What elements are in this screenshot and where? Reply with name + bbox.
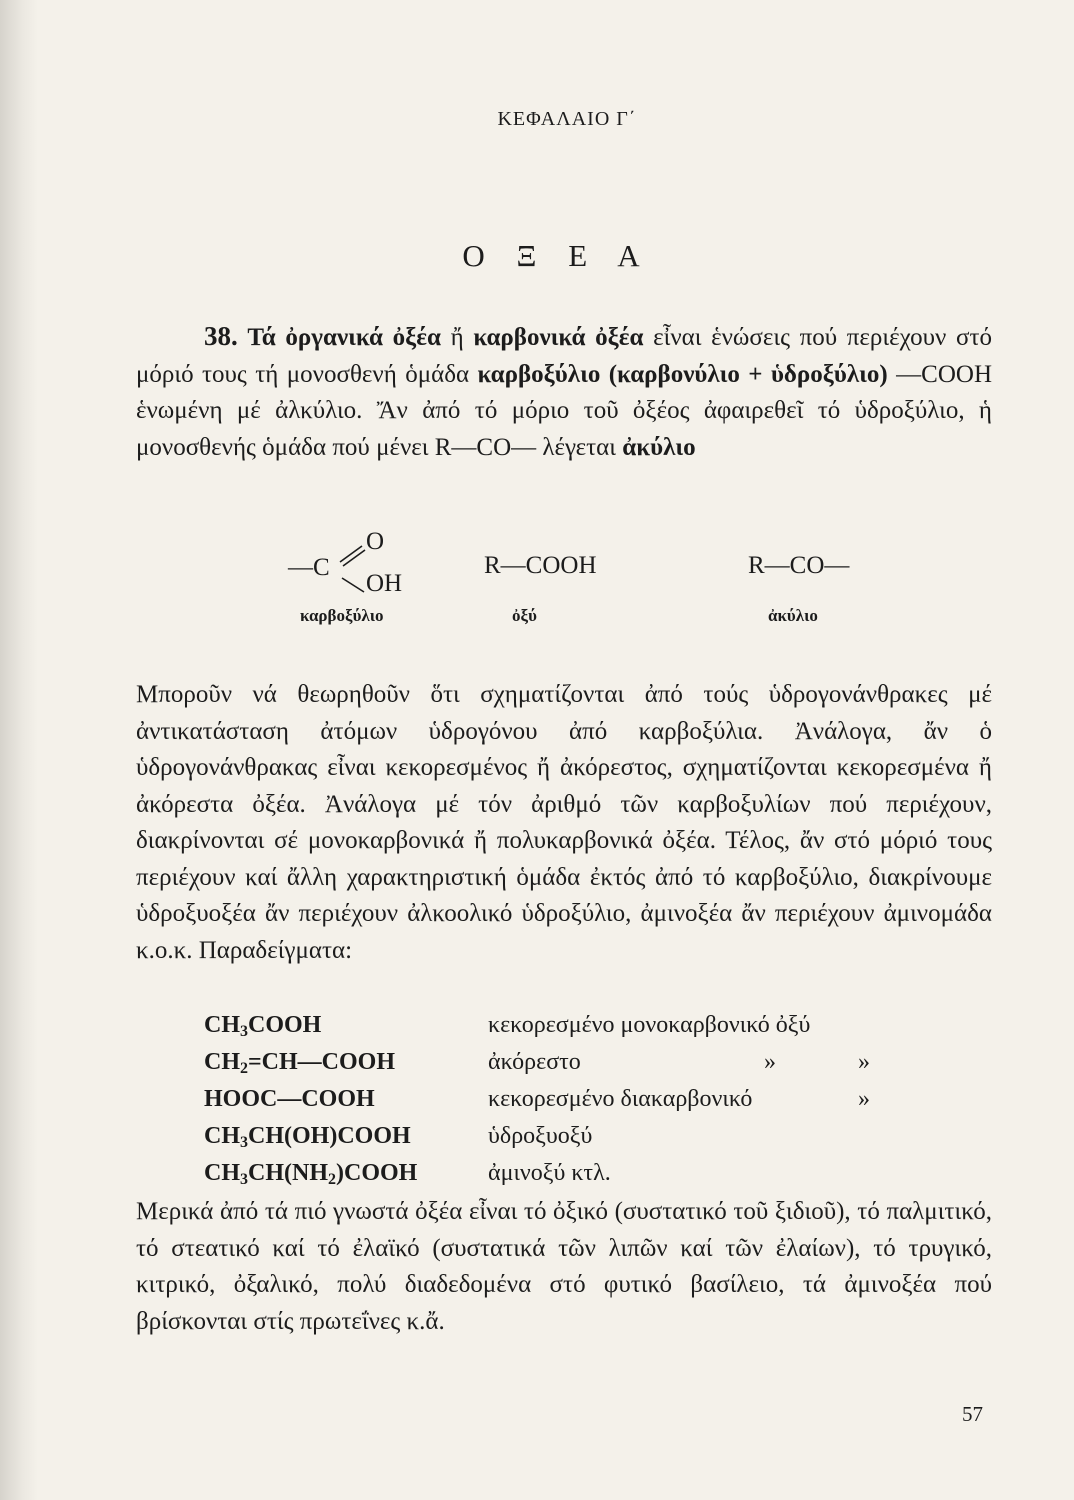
- example-description: κεκορεσμένο διακαρβονικό »: [488, 1086, 870, 1112]
- carboxyl-carbon: —C: [288, 554, 330, 581]
- example-row: [204, 1081, 928, 1118]
- example-row: [204, 1118, 928, 1155]
- page-title: Ο Ξ Ε Α: [462, 238, 652, 273]
- book-spine-shadow: [0, 0, 38, 1500]
- acyl-formula: R—CO—: [748, 552, 850, 579]
- text-fragment: ἤ: [440, 324, 474, 351]
- structural-formulas: [0, 520, 1074, 630]
- intro-paragraph: [136, 318, 992, 466]
- closing-paragraph: Μερικά ἀπό τά πιό γνωστά ὀξέα εἶναι τό ὀξικό (συστατικό τοῦ ξιδιοῦ), τό παλμιτικό, τό στεατικό καί τό ἐλαϊκό (συστατικά τῶν λιπῶν καί τῶν ἐλαίων), τό τρυγικό, κιτρικό, ὀξαλικό, πολύ διαδεδομένα στό φυτικό βασίλειο, τά ἀμινοξέα πού βρίσκονται στίς πρωτεΐνες κ.ἄ.: [136, 1198, 992, 1335]
- acid-label: ὀξύ: [512, 606, 537, 625]
- text-fragment: εἶναι ἑνώσεις πού περιέχουν στό μόριό τους τή μονοσθενή ὁμάδα: [136, 324, 993, 388]
- example-formula: $CH_2=CH—COOH$: [204, 1049, 396, 1077]
- ditto-mark: »: [858, 1086, 870, 1112]
- term-organic-acids: Τά ὀργανικά ὀξέα: [247, 324, 441, 351]
- example-description: ὑδροξυοξύ: [488, 1123, 593, 1149]
- acid-formula: R—COOH: [484, 552, 597, 579]
- examples-table: [204, 1007, 928, 1192]
- example-description: ἀκόρεστο » »: [488, 1049, 870, 1075]
- example-row: [204, 1044, 928, 1081]
- term-carbonic-acids: καρβονικά ὀξέα: [473, 324, 644, 351]
- ditto-mark: »: [764, 1049, 776, 1075]
- example-row: [204, 1155, 928, 1192]
- carboxyl-label: καρβοξύλιο: [300, 606, 384, 625]
- ditto-mark: »: [858, 1049, 870, 1075]
- acyl-label: ἀκύλιο: [768, 606, 818, 625]
- page-number: 57: [962, 1402, 983, 1426]
- section-number: 38.: [204, 321, 238, 351]
- chapter-heading: ΚΕΦΑΛΑΙΟ Γ΄: [497, 108, 637, 130]
- term-acyl: ἀκύλιο: [622, 433, 696, 461]
- carboxyl-oxygen: O: [366, 528, 385, 555]
- carboxyl-group-formula: [282, 522, 432, 625]
- example-formula: $CH_3CH(OH)COOH$: [204, 1123, 411, 1151]
- example-description: ἀμινοξύ κτλ.: [488, 1160, 611, 1186]
- text-fragment: —COOH ἑνωμένη μέ ἀλκύλιο. Ἄν ἀπό τό μόριο τοῦ ὀξέος ἀφαιρεθεῖ τό ὑδροξύλιο, ἡ μονοσθενής ὁμάδα πού μένει R—CO— λέγεται: [136, 360, 992, 461]
- example-formula: $CH_3COOH$: [204, 1012, 322, 1040]
- example-description: κεκορεσμένο μονοκαρβονικό ὀξύ: [488, 1012, 811, 1038]
- body-paragraph: Μποροῦν νά θεωρηθοῦν ὅτι σχηματίζονται ἀπό τούς ὑδρογονάνθρακες μέ ἀντικατάσταση ἀτόμων ὑδρογόνου ἀπό καρβοξύλια. Ἀνάλογα, ἄν ὁ ὑδρογονάνθρακας εἶναι κεκορεσμένος ἤ ἀκόρεστος, σχηματίζονται κεκορεσμένα ἤ ἀκόρεστα ὀξέα. Ἀνάλογα μέ τόν ἀριθμό τῶν καρβοξυλίων πού περιέχουν, διακρίνονται σέ μονοκαρβονικά ἤ πολυκαρβονικά ὀξέα. Τέλος, ἄν στό μόριό τους περιέχουν καί ἄλλη χαρακτηριστική ὁμάδα ἐκτός ἀπό τό καρβοξύλιο, διακρίνουμε ὑδροξυοξέα ἄν περιέχουν ἀλκοολικό ὑδροξύλιο, ἀμινοξέα ἄν περιέχουν ἀμινομάδα κ.ο.κ. Παραδείγματα:: [136, 681, 992, 964]
- carboxyl-hydroxyl: OH: [366, 570, 403, 597]
- term-carboxyl: καρβοξύλιο (καρβονύλιο + ὑδροξύλιο): [477, 360, 888, 388]
- example-row: [204, 1007, 928, 1044]
- example-formula: $CH_3CH(NH_2)COOH$: [204, 1160, 418, 1188]
- example-formula: HOOC—COOH: [204, 1086, 375, 1112]
